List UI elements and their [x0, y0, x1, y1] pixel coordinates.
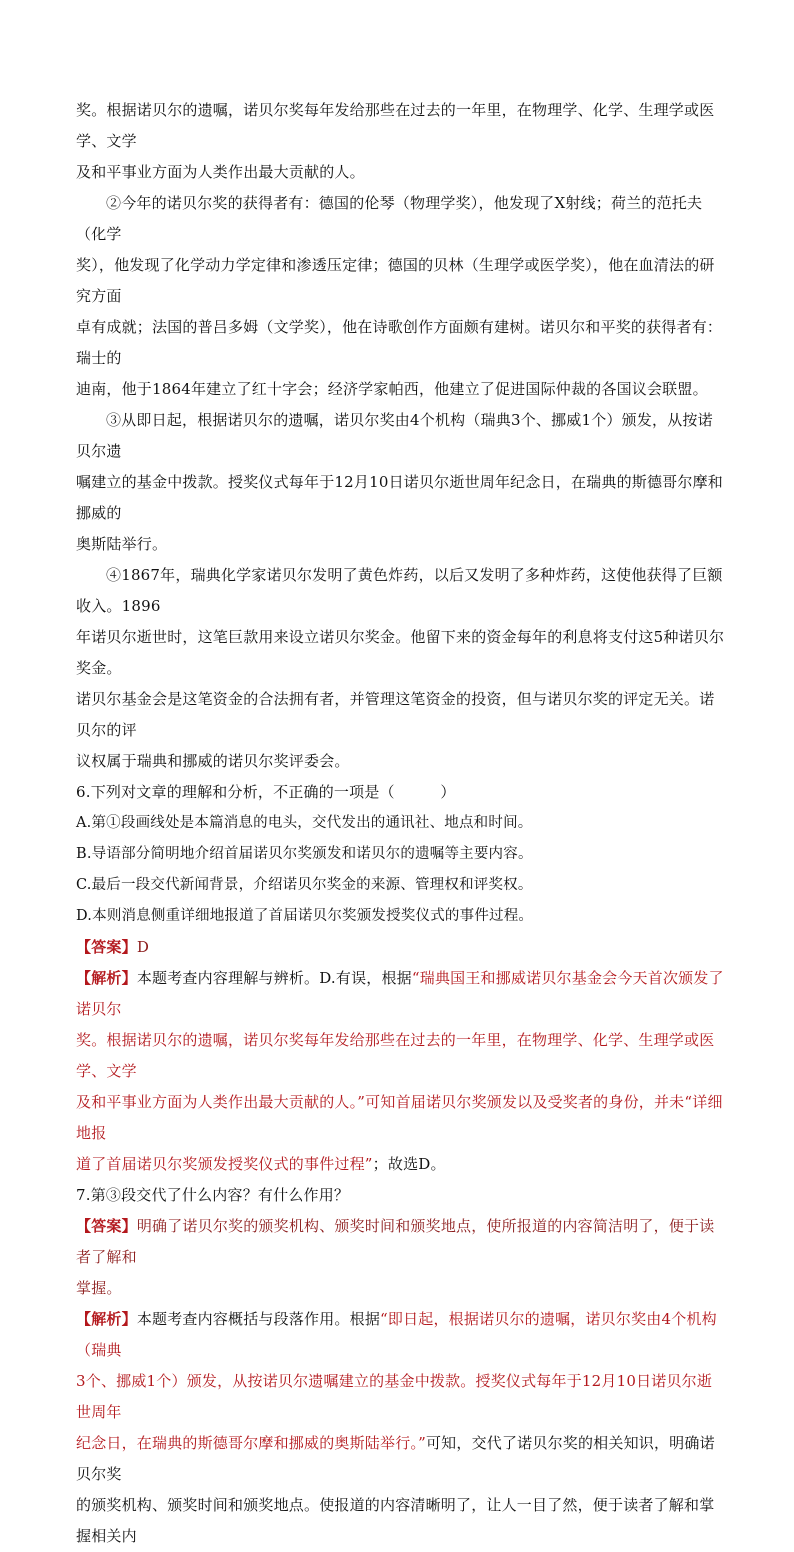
analysis-quote: “瑞典国王和挪威诺贝尔基金会今天首次颁发了诺贝尔	[76, 969, 724, 1018]
option-c: C.最后一段交代新闻背景，介绍诺贝尔奖金的来源、管理权和评奖权。	[76, 877, 533, 893]
text-line: 议权属于瑞典和挪威的诺贝尔奖评委会。	[76, 752, 350, 770]
analysis-text: 本题考查内容理解与辨析。D.有误，根据	[136, 969, 412, 987]
document-page	[76, 95, 726, 1552]
analysis-line	[76, 1428, 726, 1490]
text-line: 卓有成就；法国的普吕多姆（文学奖），他在诗歌创作方面颇有建树。诺贝尔和平奖的获得者有：瑞士的	[76, 318, 723, 367]
answer-tag: 【答案】	[76, 1217, 137, 1235]
analysis-quote: 道了首届诺贝尔奖颁发授奖仪式的事件过程”	[76, 1155, 373, 1173]
paragraph-3	[76, 405, 726, 560]
analysis-text: 的颁奖机构、颁奖时间和颁奖地点。使报道的内容清晰明了，让人一目了然，便于读者了解和掌握相关内	[76, 1496, 715, 1545]
text-line: 嘱建立的基金中拨款。授奖仪式每年于12月10日诺贝尔逝世周年纪念日，在瑞典的斯德哥尔摩和挪威的	[76, 473, 723, 522]
answer-tag: 【答案】	[76, 938, 137, 956]
text-line: 迪南，他于1864年建立了红十字会；经济学家帕西，他建立了促进国际仲裁的各国议会联盟。	[76, 380, 708, 398]
analysis-line	[76, 963, 726, 1025]
analysis-quote: “详细地报	[76, 1093, 723, 1142]
answer-line	[76, 1211, 726, 1273]
analysis-text: 及和平事业方面为人类作出最大贡献的人。”可知首届诺贝尔奖颁发以及受奖者的身份，并未	[76, 1093, 685, 1111]
question-stem: 7.第③段交代了什么内容？有什么作用？	[76, 1186, 350, 1204]
text-line: 及和平事业方面为人类作出最大贡献的人。	[76, 163, 365, 181]
analysis-quote: 3个、挪威1个）颁发，从按诺贝尔遗嘱建立的基金中拨款。授奖仪式每年于12月10日诺贝尔逝世周年	[76, 1372, 713, 1421]
analysis-line	[76, 1149, 726, 1180]
option-d: D.本则消息侧重详细地报道了首届诺贝尔奖颁发授奖仪式的事件过程。	[76, 908, 534, 924]
analysis-text: 本题考查内容概括与段落作用。根据	[136, 1310, 381, 1328]
text-line: 奖。根据诺贝尔的遗嘱，诺贝尔奖每年发给那些在过去的一年里，在物理学、化学、生理学或医学、文学	[76, 101, 715, 150]
question-7	[76, 1180, 726, 1552]
paragraph-1-continued	[76, 95, 726, 188]
text-line: 奖），他发现了化学动力学定律和渗透压定律；德国的贝林（生理学或医学奖），他在血清法的研究方面	[76, 256, 715, 305]
analysis-quote: 奖。根据诺贝尔的遗嘱，诺贝尔奖每年发给那些在过去的一年里，在物理学、化学、生理学或医学、文学	[76, 1031, 715, 1080]
answer-text: 明确了诺贝尔奖的颁奖机构、颁奖时间和颁奖地点，使所报道的内容简洁明了，便于读者了解和	[76, 1217, 715, 1266]
analysis-quote: “即日起，根据诺贝尔的遗嘱，诺贝尔奖由4个机构（瑞典	[76, 1310, 717, 1359]
question-6	[76, 777, 726, 1180]
text-line: 奥斯陆举行。	[76, 535, 168, 553]
analysis-text: ；故选D。	[372, 1155, 446, 1173]
option-b: B.导语部分简明地介绍首届诺贝尔奖颁发和诺贝尔的遗嘱等主要内容。	[76, 846, 533, 862]
text-line: 年诺贝尔逝世时，这笔巨款用来设立诺贝尔奖金。他留下来的资金每年的利息将支付这5种诺贝尔奖金。	[76, 628, 725, 677]
analysis-text: 可知，交代了诺贝尔奖的相关知识，明确诺贝尔奖	[76, 1434, 715, 1483]
analysis-tag: 【解析】	[76, 969, 137, 987]
analysis-line	[76, 1304, 726, 1366]
answer-value: D	[136, 938, 150, 956]
text-line: 诺贝尔基金会是这笔资金的合法拥有者，并管理这笔资金的投资，但与诺贝尔奖的评定无关。诺贝尔的评	[76, 690, 715, 739]
text-line: ④1867年，瑞典化学家诺贝尔发明了黄色炸药，以后又发明了多种炸药，这使他获得了巨额收入。1896	[76, 566, 723, 615]
analysis-tag: 【解析】	[76, 1310, 137, 1328]
paragraph-4	[76, 560, 726, 777]
option-a: A.第①段画线处是本篇消息的电头，交代发出的通讯社、地点和时间。	[76, 815, 533, 831]
question-stem: 6.下列对文章的理解和分析，不正确的一项是（ ）	[76, 783, 456, 801]
paragraph-2	[76, 188, 726, 405]
analysis-quote: 纪念日，在瑞典的斯德哥尔摩和挪威的奥斯陆举行。”	[76, 1434, 426, 1452]
answer-text: 掌握。	[76, 1279, 122, 1297]
analysis-line	[76, 1087, 726, 1149]
text-line: ②今年的诺贝尔奖的获得者有：德国的伦琴（物理学奖），他发现了X射线；荷兰的范托夫（化学	[76, 194, 703, 243]
answer-line	[76, 932, 726, 963]
text-line: ③从即日起，根据诺贝尔的遗嘱，诺贝尔奖由4个机构（瑞典3个、挪威1个）颁发，从按诺贝尔遗	[76, 411, 713, 460]
